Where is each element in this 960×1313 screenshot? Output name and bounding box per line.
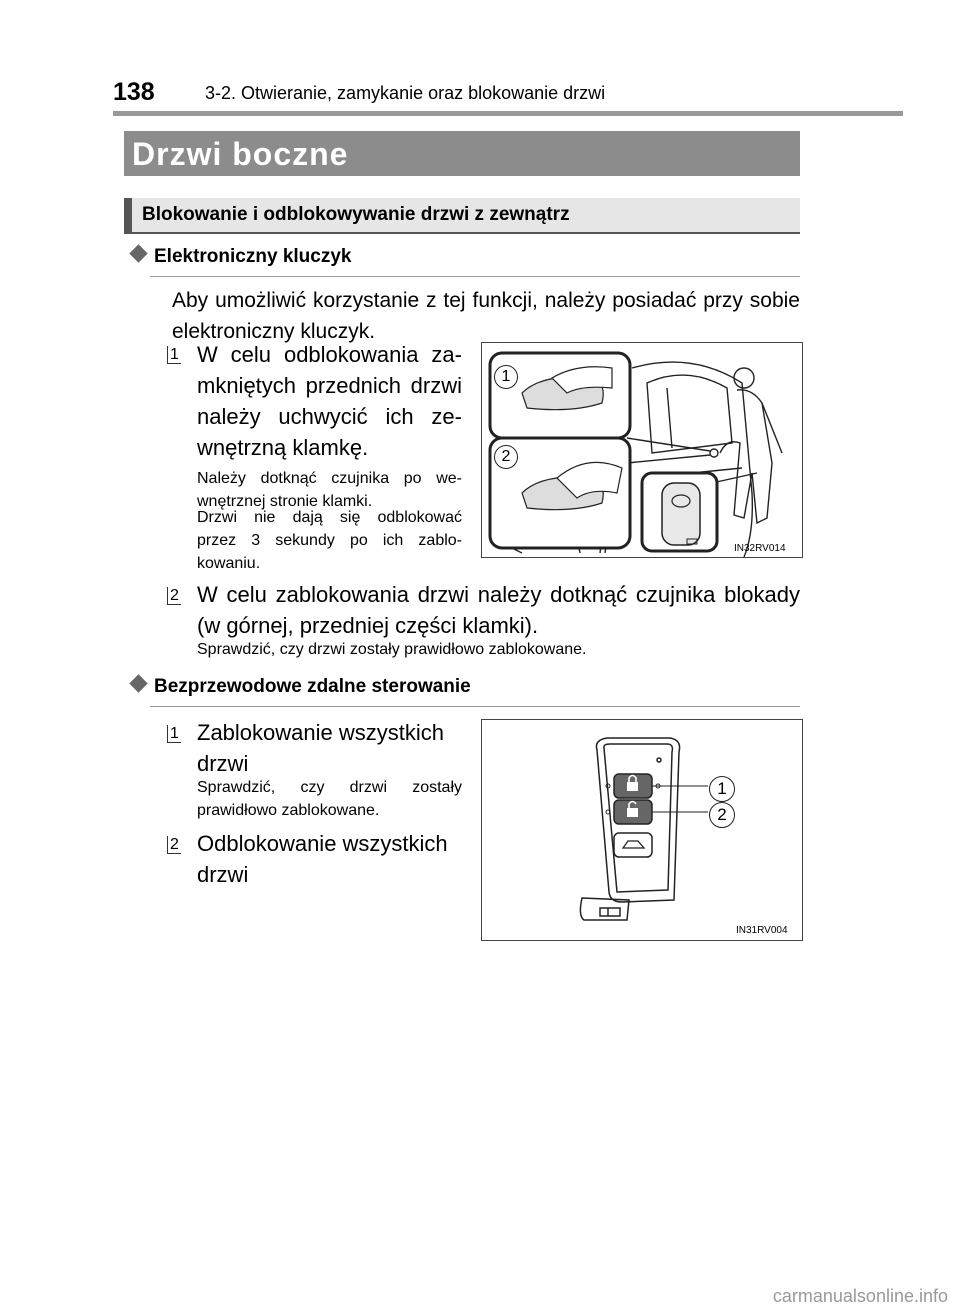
- remote-step-1-note: [197, 776, 462, 822]
- step-1-line: mkniętych przednich drzwi: [197, 373, 462, 398]
- subsection-banner: [124, 198, 800, 234]
- figure-code: IN32RV014: [734, 543, 786, 554]
- remote-heading: [128, 676, 471, 698]
- door-handle-illustration: [482, 343, 802, 557]
- smart-key-heading: [128, 246, 351, 268]
- callout-1: 1: [709, 776, 735, 802]
- subsection-title: Blokowanie i odblokowywanie drzwi z zewnątrz: [142, 204, 570, 225]
- remote-step-1: [197, 717, 457, 779]
- intro-line-1: Aby umożliwić korzystanie z tej funkcji, należy posiadać przy sobie: [172, 289, 800, 312]
- step-2-note: Sprawdzić, czy drzwi zostały prawidłowo zablokowane.: [197, 641, 587, 658]
- heading-rule: [150, 706, 800, 707]
- step-2-line: W celu zablokowania drzwi należy dotknąć czujnika blokady: [197, 582, 800, 607]
- smart-key-intro: [172, 285, 800, 347]
- step-number: 2: [167, 836, 181, 854]
- note-line: Sprawdzić, czy drzwi zostały: [197, 779, 462, 796]
- section-banner: [124, 131, 800, 176]
- subsection-bar: [124, 198, 132, 232]
- remote-step-1-line: Zablokowanie wszystkich: [197, 720, 444, 745]
- header-rule: [113, 111, 903, 116]
- step-1-note-2: [197, 506, 462, 575]
- smart-key-heading-text: Elektroniczny kluczyk: [154, 246, 352, 267]
- door-handle-figure: [481, 342, 803, 558]
- note-line: wnętrznej stronie klamki.: [197, 493, 373, 510]
- key-fob-illustration: [482, 720, 802, 940]
- remote-step-2-line: drzwi: [197, 862, 249, 887]
- step-1-line: należy uchwycić ich ze-: [197, 404, 462, 429]
- step-number: 2: [167, 587, 181, 605]
- step-2-line: (w górnej, przedniej części klamki).: [197, 613, 539, 638]
- watermark: carmanualsonline.info: [772, 1286, 948, 1306]
- diamond-bullet-icon: [129, 244, 147, 262]
- remote-step-2-line: Odblokowanie wszystkich: [197, 831, 448, 856]
- intro-line-2: elektroniczny kluczyk.: [172, 320, 376, 343]
- remote-heading-text: Bezprzewodowe zdalne sterowanie: [154, 676, 471, 697]
- step-number: 1: [167, 346, 181, 364]
- step-1-line: wnętrzną klamkę.: [197, 435, 369, 460]
- smart-key-step-1: [197, 339, 462, 463]
- callout-2: 2: [494, 445, 518, 469]
- smart-key-step-2: [197, 579, 800, 641]
- note-line: prawidłowo zablokowane.: [197, 802, 380, 819]
- key-fob-figure: [481, 719, 803, 941]
- running-title: 3-2. Otwieranie, zamykanie oraz blokowanie drzwi: [205, 83, 606, 103]
- figure-code: IN31RV004: [736, 925, 788, 936]
- note-line: Drzwi nie dają się odblokować: [197, 509, 462, 526]
- callout-1: 1: [494, 365, 518, 389]
- note-line: przez 3 sekundy po ich zablo-: [197, 532, 462, 549]
- remote-step-2: [197, 828, 457, 890]
- remote-step-1-line: drzwi: [197, 751, 249, 776]
- diamond-bullet-icon: [129, 674, 147, 692]
- note-line: Należy dotknąć czujnika po we-: [197, 470, 462, 487]
- step-number: 1: [167, 725, 181, 743]
- step-1-line: W celu odblokowania za-: [197, 342, 462, 367]
- note-line: kowaniu.: [197, 555, 261, 572]
- callout-2: 2: [709, 802, 735, 828]
- page-number: 138: [113, 78, 155, 106]
- section-title: Drzwi boczne: [132, 136, 349, 172]
- heading-rule: [150, 276, 800, 277]
